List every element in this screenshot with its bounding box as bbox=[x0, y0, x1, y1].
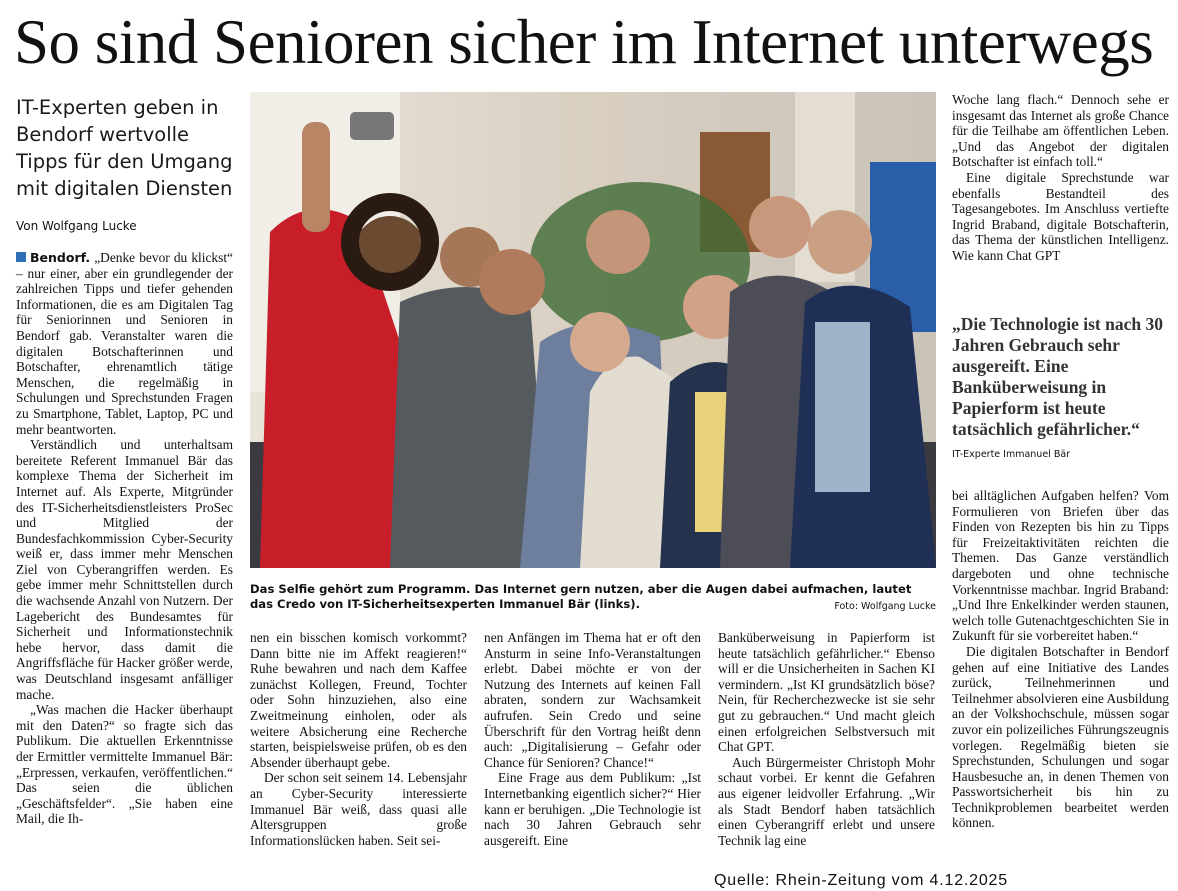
paragraph: Eine Frage aus dem Publikum: „Ist Internetbanking eigentlich sicher?“ Hier kann er beruhigen. „Die Technologie ist nach 30 Jahren Gebrauch sehr ausgereift. Eine bbox=[484, 770, 701, 848]
article-photo bbox=[250, 92, 936, 568]
article-column-2 bbox=[250, 630, 467, 848]
paragraph-text: „Denke bevor du klickst“ – nur einer, aber ein grundlegender der zahlreichen Tipps und tiefer gehenden Informationen, die es am Digitalen Tag für Seniorinnen und Senioren in Bendorf gab. Veranstalter waren die digitalen Botschafterinnen und Botschafter, ehrenamtlich tätige Menschen, die regelmäßig in Schulungen und Sprechstunden Fragen zu Smartphone, Tablet, Laptop, PC und mehr beantworten. bbox=[16, 250, 233, 437]
location-marker-icon bbox=[16, 252, 26, 262]
article-column-1 bbox=[16, 250, 233, 827]
pull-quote-attribution: IT-Experte Immanuel Bär bbox=[952, 449, 1071, 460]
paragraph: nen Anfängen im Thema hat er oft den Ansturm in seine Info-Veranstaltungen erlebt. Dabei möchte er von der Nutzung des Internets auf keinen Fall abraten, sondern zur Wachsamkeit aufrufen. Sein Credo und seine Überschrift für den Vortrag heißt denn auch: „Digitalisierung – Gefahr oder Chance für Senioren? Chance!“ bbox=[484, 630, 701, 770]
article-column-5-top bbox=[952, 92, 1169, 264]
paragraph: Eine digitale Sprechstunde war ebenfalls Bestandteil des Tagesangebotes. Im Anschluss vertiefte Ingrid Braband, digitale Botschafterin, das Thema der künstlichen Intelligenz. Wie kann Chat GPT bbox=[952, 169, 1169, 263]
paragraph: Die digitalen Botschafter in Bendorf gehen auf eine Initiative des Landes zurück, Teilnehmerinnen und Teilnehmer absolvieren eine Ausbildung an der Volkshochschule, müssen sogar zuvor ein polizeiliches Führungszeugnis vorlegen. Regelmäßig bieten sie Sprechstunden, Schulungen und sogar Hausbesuche an, in denen Themen von Passwortsicherheit bis hin zu Technikproblemen bearbeitet werden können. bbox=[952, 643, 1169, 831]
paragraph: bei alltäglichen Aufgaben helfen? Vom Formulieren von Briefen über das Finden von Rezepten bis hin zu Tipps für Freizeitaktivitäten reichten die Themen. Das Ganze verständlich dargeboten und ohne technische Vorkenntnisse machbar. Ingrid Braband: „Und Ihre Enkelkinder werden staunen, welch tolle Gutenachtgeschichten Sie in Zukunft für sie vorbereitet haben.“ bbox=[952, 488, 1169, 644]
headline: So sind Senioren sicher im Internet unterwegs bbox=[14, 7, 1154, 77]
photo-caption: Das Selfie gehört zum Programm. Das Internet gern nutzen, aber die Augen dabei aufmachen, lautet das Credo von IT-Sicherheitsexperten Immanuel Bär (links). bbox=[250, 582, 912, 611]
article-column-4 bbox=[718, 630, 935, 848]
source-note: Quelle: Rhein-Zeitung vom 4.12.2025 bbox=[714, 872, 1008, 889]
paragraph: Verständlich und unterhaltsam bereitete Referent Immanuel Bär das komplexe Thema der Sicherheit im Internet auf. Als Experte, Mitgründer des IT-Sicherheitsdienstleisters ProSec und Mitglied der Bundesfachkommission Cyber-Security weiß er, dass immer mehr Menschen Ziel von Cyberangriffen werden. Es gebe immer mehr Schnittstellen durch die wachsende Anzahl von Nutzern. Der Lagebericht des Bundesamtes für Sicherheit und Informationstechnik hebe hervor, dass damit die Angriffsfläche für Hacker größer werde, was Deutschland insgesamt anfälliger mache. bbox=[16, 437, 233, 702]
paragraph: Woche lang flach.“ Dennoch sehe er insgesamt das Internet als große Chance für die Teilhabe am öffentlichen Leben. „Und das Angebot der digitalen Botschafter ist einfach toll.“ bbox=[952, 92, 1169, 170]
pull-quote: „Die Technologie ist nach 30 Jahren Gebrauch sehr ausgereift. Eine Banküberweisung in Papierform ist heute tatsächlich gefährlicher.“ bbox=[952, 314, 1163, 439]
paragraph: Banküberweisung in Papierform ist heute tatsächlich gefährlicher.“ Ebenso will er die Unsicherheiten in Sachen KI vermindern. „Ist KI grundsätzlich böse? Nein, für Recherchezwecke ist sie sehr gut zu gebrauchen.“ Und macht gleich einen erfolgreichen Selbstversuch mit Chat GPT. bbox=[718, 630, 935, 755]
paragraph: „Was machen die Hacker überhaupt mit den Daten?“ so fragte sich das Publikum. Die aktuellen Erkenntnisse der Ermittler vermittelte Immanuel Bär: „Erpressen, verkaufen, veröffentlichen.“ Das seien die üblichen „Geschäftsfelder“. „Sie haben eine Mail, die Ih- bbox=[16, 702, 233, 827]
paragraph: Auch Bürgermeister Christoph Mohr schaut vorbei. Er kennt die Gefahren aus eigener leidvoller Erfahrung. „Wir als Stadt Bendorf haben tatsächlich einen Cyberangriff erlebt und unsere Technik lag eine bbox=[718, 754, 935, 848]
location-label: Bendorf. bbox=[30, 250, 91, 265]
selfie-group-photo-illustration bbox=[250, 92, 936, 568]
photo-credit: Foto: Wolfgang Lucke bbox=[834, 601, 936, 612]
article-column-5-bottom bbox=[952, 488, 1169, 831]
paragraph: nen ein bisschen komisch vorkommt? Dann bitte nie im Affekt reagieren!“ Ruhe bewahren und nach dem Kaffee zunächst Kollegen, Freund, Tochter oder Sohn hinzuziehen, also eine Zweitmeinung einholen, oder als weitere Absicherung eine Recherche starten, beispielsweise prüfen, ob es den Absender überhaupt gebe. bbox=[250, 630, 467, 770]
article-column-3 bbox=[484, 630, 701, 848]
paragraph bbox=[16, 250, 233, 437]
paragraph: Der schon seit seinem 14. Lebensjahr an Cyber-Security interessierte Immanuel Bär weiß, dass quasi alle Altersgruppen große Informationslücken haben. Seit sei- bbox=[250, 770, 467, 848]
subheadline: IT-Experten geben in Bendorf wertvolle Tipps für den Umgang mit digitalen Diensten bbox=[16, 96, 233, 200]
byline: Von Wolfgang Lucke bbox=[16, 219, 137, 233]
